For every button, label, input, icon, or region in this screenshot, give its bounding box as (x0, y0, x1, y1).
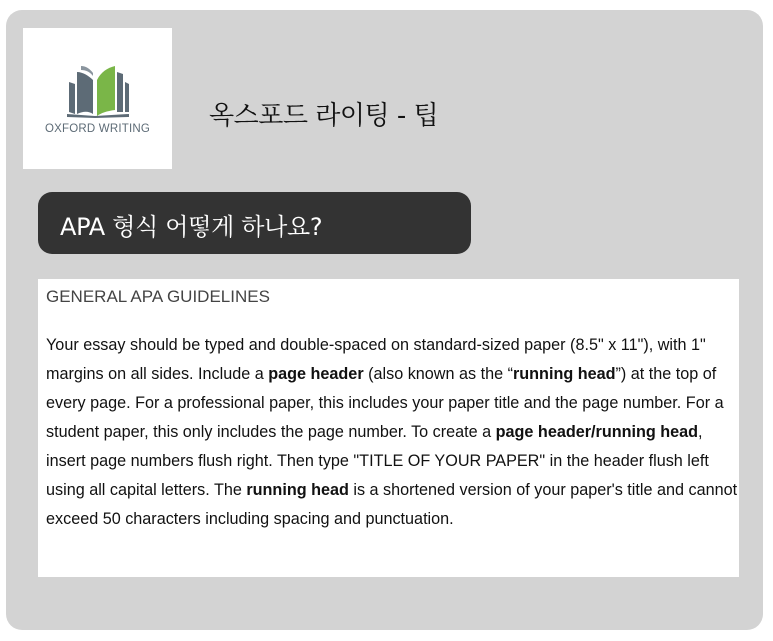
bold-term: page header/running head (495, 423, 699, 441)
open-book-icon (63, 62, 133, 118)
question-banner (38, 192, 471, 254)
text-segment: , insert page numbers flush right. Then type "TITLE OF YOUR PAPER" in the header flush left using all capital letters. The (46, 423, 709, 499)
bold-term: page header (268, 365, 364, 383)
body-paragraph (46, 331, 742, 534)
section-heading: GENERAL APA GUIDELINES (46, 287, 270, 306)
question-text: APA 형식 어떻게 하나요? (60, 213, 323, 241)
page-title: 옥스포드 라이팅 - 팁 (209, 101, 439, 131)
logo (23, 28, 172, 169)
text-segment: ”) at the top of every page. For a professional paper, this includes your paper title and the page number. For a student paper, this only includes the page number. To create a (46, 365, 724, 441)
text-segment: is a shortened version of your paper's title and cannot exceed 50 characters including spacing and punctuation. (46, 481, 738, 528)
text-segment: Your essay should be typed and double-spaced on standard-sized paper (8.5" x 11"), with 1" margins on all sides. Include a (46, 336, 706, 383)
bold-term: running head (512, 365, 616, 383)
bold-term: running head (246, 481, 349, 499)
content-panel (38, 279, 739, 577)
logo-text: OXFORD WRITING (44, 123, 150, 135)
text-segment: (also known as the “ (363, 365, 513, 383)
